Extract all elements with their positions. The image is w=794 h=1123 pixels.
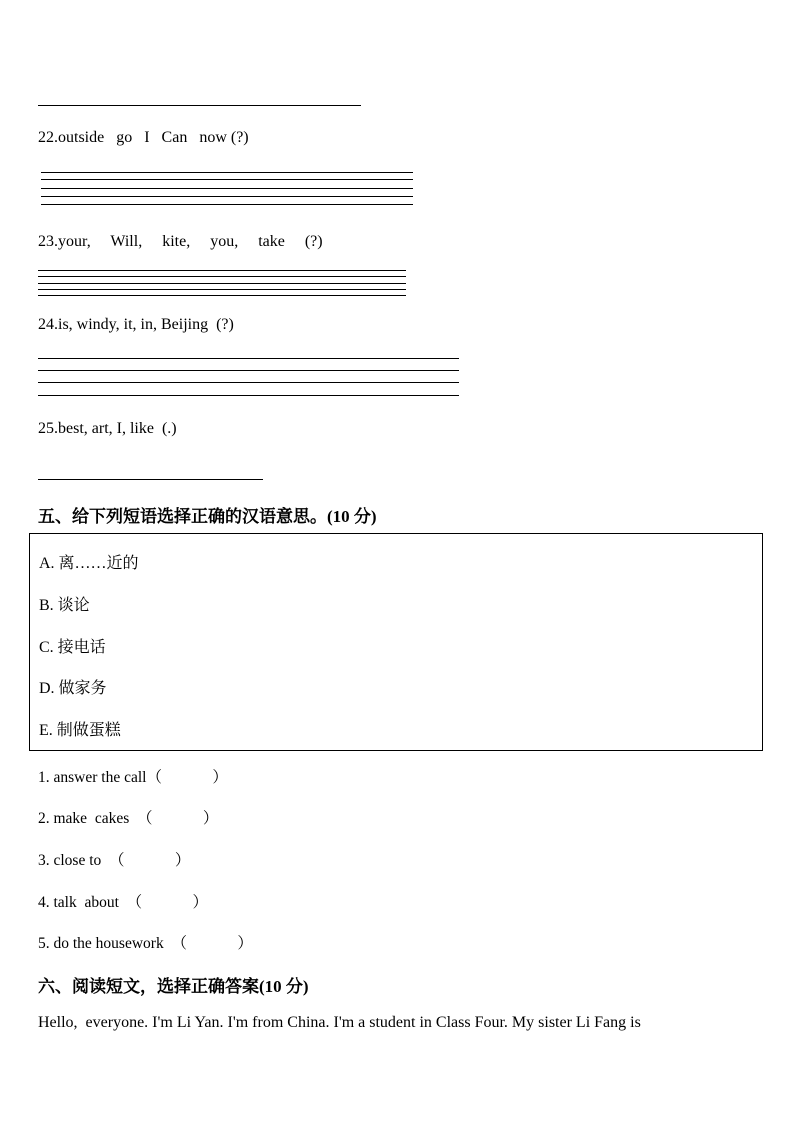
reading-passage: Hello, everyone. I'm Li Yan. I'm from China. I'm a student in Class Four. My sister Li Fang is: [38, 1014, 641, 1031]
section-5-title: 五、给下列短语选择正确的汉语意思。(10 分): [38, 507, 377, 526]
answer-line: [41, 179, 413, 180]
question-number: 22.: [38, 129, 58, 146]
answer-line: [38, 358, 459, 359]
question-text: is, windy, it, in, Beijing (?): [58, 316, 234, 333]
answer-line: [41, 188, 413, 189]
match-item-3: 3. close to （ ）: [38, 852, 191, 869]
answer-line: [38, 270, 406, 271]
question-number: 25.: [38, 420, 58, 437]
question-22: [38, 129, 249, 147]
answer-line: [38, 395, 459, 396]
question-number: 24.: [38, 316, 58, 333]
option-d: D. 做家务: [39, 680, 107, 697]
answer-line: [38, 105, 361, 106]
answer-line: [38, 479, 263, 480]
answer-line: [38, 295, 406, 296]
match-item-5: 5. do the housework （ ）: [38, 935, 253, 952]
question-23: [38, 233, 323, 251]
question-number: 23.: [38, 233, 58, 250]
match-item-1: 1. answer the call（ ）: [38, 769, 228, 786]
answer-line: [41, 204, 413, 205]
answer-line: [41, 172, 413, 173]
option-e: E. 制做蛋糕: [39, 722, 121, 739]
question-text: best, art, I, like (.): [58, 420, 177, 437]
answer-line: [38, 283, 406, 284]
question-text: outside go I Can now (?): [58, 129, 249, 146]
option-a: A. 离……近的: [39, 555, 139, 572]
question-text: your, Will, kite, you, take (?): [58, 233, 323, 250]
match-item-2: 2. make cakes （ ）: [38, 810, 219, 827]
option-b: B. 谈论: [39, 597, 90, 614]
answer-line: [38, 382, 459, 383]
options-box: [29, 533, 763, 751]
answer-line: [41, 196, 413, 197]
question-24: [38, 316, 234, 334]
question-25: [38, 420, 177, 438]
answer-line: [38, 370, 459, 371]
section-6-title: 六、阅读短文，选择正确答案(10 分): [38, 977, 309, 996]
match-item-4: 4. talk about （ ）: [38, 894, 209, 911]
option-c: C. 接电话: [39, 639, 106, 656]
answer-line: [38, 289, 406, 290]
answer-line: [38, 276, 406, 277]
